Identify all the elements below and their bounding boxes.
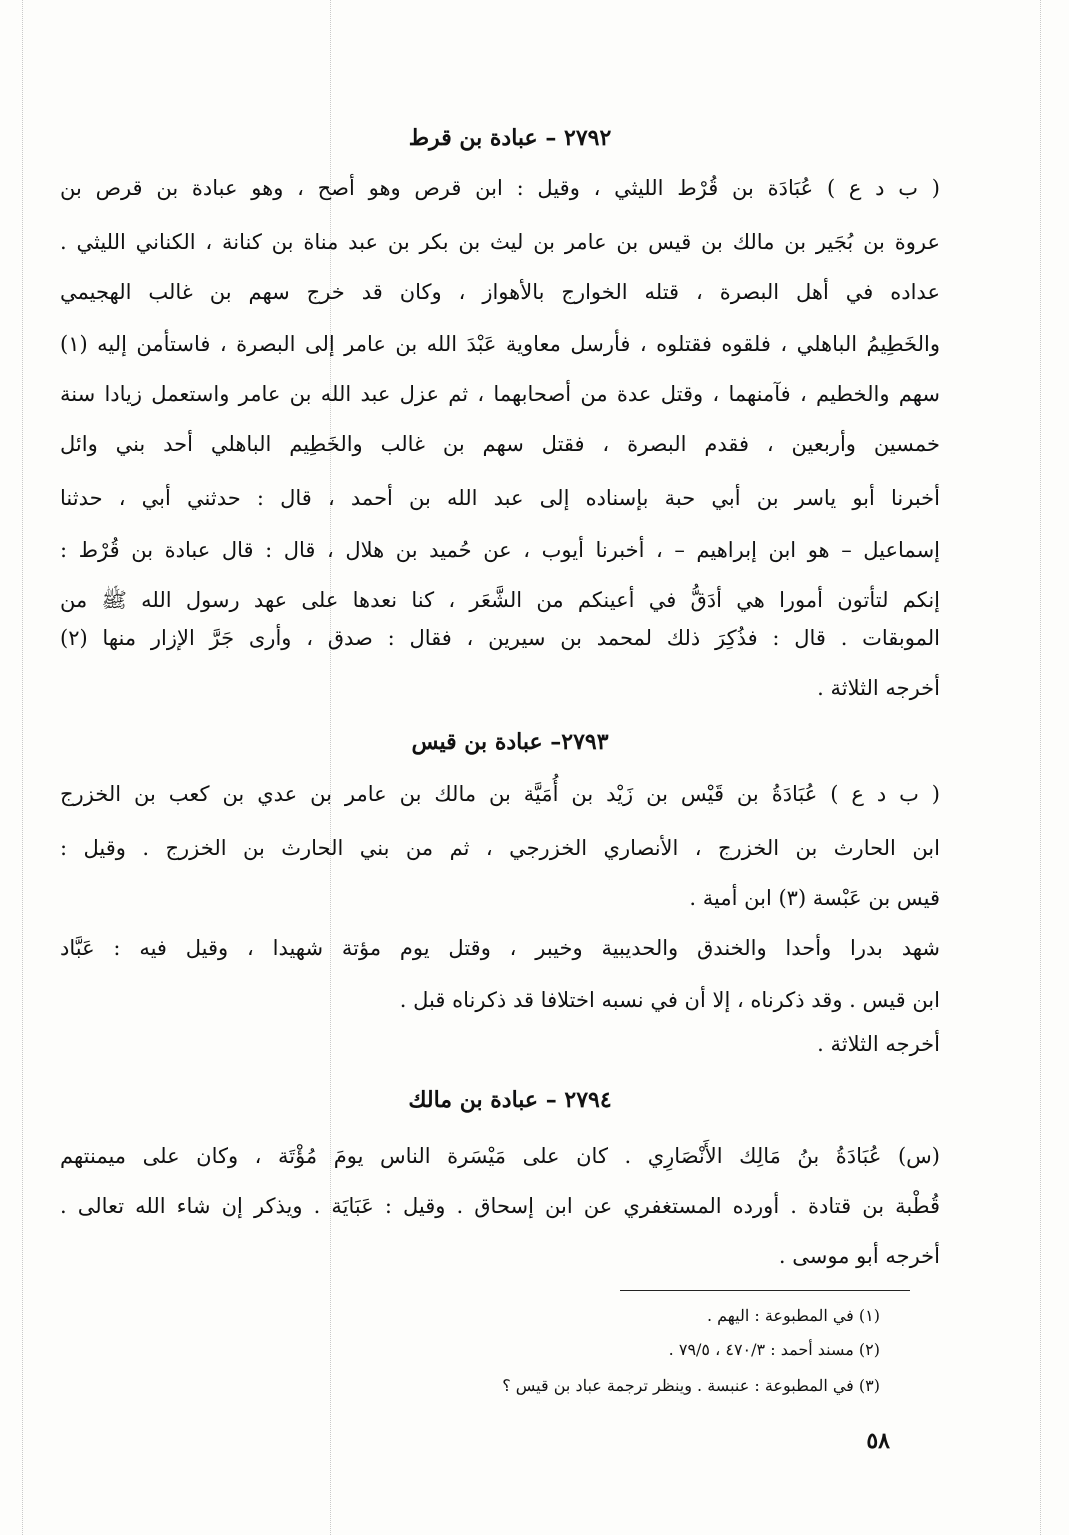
entry-2794-line-1: (س) عُبَادَةُ بنُ مَالِك الأَنْصَارِي . كان على مَيْسَرة الناس يومَ مُؤْتَة ، وكان على ميمنتهم [60,1144,940,1168]
entry-2793-line-6: أخرجه الثلاثة . [817,1032,940,1056]
entry-title-2792: ٢٧٩٢ – عبادة بن قرط [408,125,612,151]
footnote-separator [620,1290,910,1291]
entry-2792-line-11: أخرجه الثلاثة . [817,676,940,700]
entry-2792-line-3: عداده في أهل البصرة ، قتله الخوارج بالأهواز ، وكان قد خرج سهم بن غالب الهجيمي [60,280,940,304]
entry-title-2793: ٢٧٩٣– عبادة بن قيس [411,729,609,755]
entry-2792-line-1: ( ب د ع ) عُبَادَة بن قُرْط الليثي ، وقيل : ابن قرص وهو أصح ، وهو عبادة بن قرص بن [60,176,940,200]
footnote-3: (٣) في المطبوعة : عنبسة . وينظر ترجمة عباد بن قيس ؟ [502,1376,880,1395]
entry-title-2794: ٢٧٩٤ – عبادة بن مالك [408,1087,612,1113]
footnote-2: (٢) مسند أحمد : ٤٧٠/٣ ، ٧٩/٥ . [668,1340,880,1359]
entry-2792-line-6: خمسين وأربعين ، فقدم البصرة ، فقتل سهم بن غالب والخَطِيم الباهلي أحد بني وائل [60,432,940,456]
entry-2792-line-10: الموبقات . قال : فذُكِرَ ذلك لمحمد بن سيرين ، فقال : صدق ، وأرى جَرَّ الإزار منها (٢) [60,626,940,650]
entry-2792-line-5: سهم والخطيم ، فآمنهما ، وقتل عدة من أصحابهما ، ثم عزل عبد الله بن عامر واستعمل زيادا سنة [60,382,940,406]
entry-2793-line-4: شهد بدرا وأحدا والخندق والحديبية وخيبر ، وقتل يوم مؤتة شهيدا ، وقيل فيه : عَبَّاد [60,936,940,960]
entry-2793-line-2: ابن الحارث بن الخزرج ، الأنصاري الخزرجي ، ثم من بني الحارث بن الخزرج . وقيل : [60,836,940,860]
entry-2793-line-3: قيس بن عَبْسة (٣) ابن أمية . [689,886,940,910]
entry-2794-line-2: قُطْبة بن قتادة . أورده المستغفري عن ابن إسحاق . وقيل : عَبَايَة . ويذكر إن شاء الله تعالى . [60,1194,940,1218]
entry-2792-line-2: عروة بن بُجَير بن مالك بن قيس بن عامر بن ليث بن بكر بن عبد مناة بن كنانة ، الكناني الليثي . [60,230,940,254]
scan-dotted-line-left [22,0,25,1535]
entry-2792-line-4: والخَطِيمُ الباهلي ، فلقوه فقتلوه ، فأرسل معاوية عَبْدَ الله بن عامر إلى البصرة ، فاستأمن إليه (١) [60,332,940,356]
entry-2792-line-8: إسماعيل – هو ابن إبراهيم – ، أخبرنا أيوب ، عن حُميد بن هلال ، قال : قال عبادة بن قُرْط : [60,538,940,562]
entry-2792-line-9: إنكم لتأتون أمورا هي أدَقُّ في أعينكم من الشَّعَر ، كنا نعدها على عهد رسول الله ﷺ من [60,588,940,612]
scan-dotted-line-right [1040,0,1043,1535]
page-number: ٥٨ [866,1428,890,1454]
entry-2792-line-7: أخبرنا أبو ياسر بن أبي حبة بإسناده إلى عبد الله بن أحمد ، قال : حدثني أبي ، حدثنا [60,486,940,510]
entry-2794-line-3: أخرجه أبو موسى . [778,1244,940,1268]
footnote-1: (١) في المطبوعة : اليهم . [706,1306,880,1325]
entry-2793-line-5: ابن قيس . وقد ذكرناه ، إلا أن في نسبه اختلافا قد ذكرناه قبل . [399,988,940,1012]
entry-2793-line-1: ( ب د ع ) عُبَادَةُ بن قَيْس بن زَيْد بن أُمَيَّة بن مالك بن عامر بن عدي بن كعب بن الخزرج [60,782,940,806]
